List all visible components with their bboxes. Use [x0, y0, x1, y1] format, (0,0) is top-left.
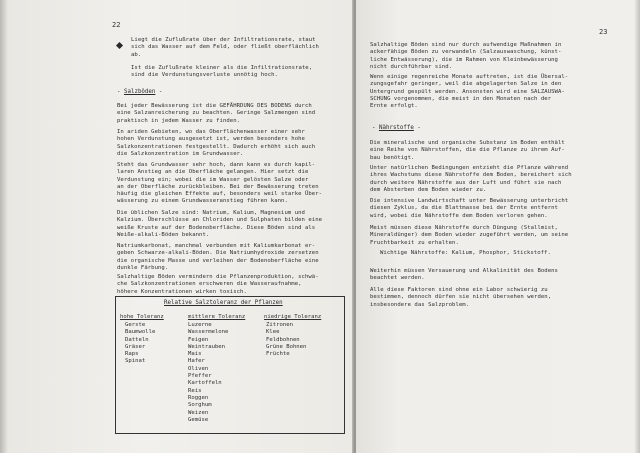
- paragraph-natural-conditions: Unter natürlichen Bedingungen entzieht die Pflanze während ihres Wachstums diese Nährstoffe dem Boden, bereichert sich durch weitere Nährstoffe aus der Luft und führt sie nach dem Absterben dem Boden wieder zu.: [370, 165, 572, 193]
- paragraph-arid-regions: In ariden Gebieten, wo das Oberflächenwasser einer sehr hohen Verdunstung ausgesetzt ist, werden besonders hohe Salzkonzentrationen festgestellt. Dadurch erhöht sich auch die Salzkonzentration im Grundwasser.: [117, 129, 316, 157]
- bullet-diamond-icon: [116, 42, 123, 49]
- paragraph-mineral-substance: Die mineralische und organische Substanz im Boden enthält eine Reihe von Nährstoffen, die die Pflanze zu ihrem Auf- bau benötigt.: [370, 140, 565, 161]
- table-header-mid: mittlere Toleranz: [188, 314, 246, 320]
- page-edge-shadow: [0, 0, 8, 453]
- paragraph-inflow-rate-2: Ist die Zuflußrate kleiner als die Infiltrationsrate, sind die Verdunstungsverluste unnötig hoch.: [131, 65, 313, 79]
- paragraph-fertilization: Meist müssen diese Nährstoffe durch Düngung (Stallmist, Mineraldünger) dem Boden wieder zugeführt werden, um seine Fruchtbarkeit zu erhalten.: [370, 225, 569, 246]
- paragraph-salt-remediation: Salzhaltige Böden sind nur durch aufwendige Maßnahmen in ackerfähige Böden zu verwandeln (Salzauswaschung, künst- liche Entwässerung), die im Rahmen von Kleinbewässerung nicht durchführbar sind.: [370, 42, 562, 70]
- page-number-left: 22: [112, 21, 121, 29]
- table-header-low: niedrige Toleranz: [264, 314, 322, 320]
- table-column-low: Zitronen Klee Feldbohnen Grüne Bohnen Früchte: [266, 322, 307, 358]
- paragraph-common-salts: Die üblichen Salze sind: Natrium, Kalium, Magnesium und Kalzium. Überschlüsse an Chloriden und Sulphaten bilden eine weiße Kruste auf der Bodenoberfläche. Diese Böden sind als Weiße-alkali-Böden bekannt.: [117, 210, 323, 238]
- paragraph-laboratory: Alle diese Faktoren sind ohne ein Labor schwierig zu bestimmen, dennoch dürfen sie nicht übersehen werden, insbesondere das Salzproblem.: [370, 287, 552, 308]
- paragraph-inflow-rate: Liegt die Zuflußrate über der Infiltrationsrate, staut sich das Wasser auf dem Feld, oder fließt oberflächlich ab.: [131, 37, 319, 58]
- page-number-right: 23: [599, 28, 608, 36]
- paragraph-rainy-months: Wenn einige regenreiche Monate auftreten, ist die Übersal- zungsgefahr geringer, weil die abgelagerten Salze in den Untergrund gespült werden. Ansonsten wird eine SALZAUSWA- SCHUNG vorgenommen, die meist in den Monaten nach der Ernte erfolgt.: [370, 74, 569, 110]
- heading-text: Salzböden: [123, 89, 156, 95]
- table-title: Relative Salztoleranz der Pflanzen: [164, 300, 283, 306]
- table-column-mid: Luzerne Wassermelone Feigen Weintrauben Mais Hafer Oliven Pfeffer Kartoffeln Reis Roggen Sorghum Weizen Gemüse: [188, 322, 229, 423]
- paragraph-acidification: Weiterhin müssen Versauerung und Alkalinität des Bodens beachtet werden.: [370, 268, 558, 282]
- table-header-high: hohe Toleranz: [120, 314, 164, 320]
- paragraph-salt-hazard: Bei jeder Bewässerung ist die GEFÄHRDUNG DES BODENS durch eine Salzanreicherung zu beachten. Geringe Salzmengen sind praktisch in jedem Wasser zu finden.: [117, 103, 316, 124]
- paragraph-intensive-agriculture: Die intensive Landwirtschaft unter Bewässerung unterbricht diesen Zyklus, da die Blattmasse bei der Ernte entfernt wird, wobei die Nährstoffe dem Boden verloren gehen.: [370, 198, 569, 219]
- heading-text-naehrstoffe: Nährstoffe: [378, 125, 414, 131]
- paragraph-sodium-carbonate: Natriumkarbonat, manchmal verbunden mit Kaliumkarbonat er- geben Schwarze-alkali-Böden. Die Natriumhydroxide zersetzen die organische Masse und verleihen der Bodenoberfläche eine dunkle Färbung.: [117, 243, 319, 271]
- paragraph-groundwater: Steht das Grundwasser sehr hoch, dann kann es durch kapil- laren Anstieg an die Oberfläche gelangen. Hier setzt die Verdunstung ein; wobei die im Wasser gelösten Salze oder an der Oberfläche zurückbleiben. Bei der Bewässerung treten häufig die gleichen Effekte auf, besonders weil starke Über- wässerung zu einem Grundwasseranstieg führen kann.: [117, 162, 323, 205]
- right-page: [356, 0, 640, 453]
- section-heading-salzboeden: - Salzböden -: [117, 89, 163, 95]
- paragraph-important-nutrients: Wichtige Nährstoffe: Kalium, Phosphor, Stickstoff.: [380, 250, 551, 256]
- table-column-high: Gerste Baumwolle Datteln Gräser Raps Spinat: [125, 322, 156, 365]
- salt-tolerance-table: [115, 296, 345, 434]
- page-edge-shadow-right: [634, 0, 640, 453]
- paragraph-salty-soils: Salzhaltige Böden vermindern die Pflanzenproduktion, schwä- che Salzkonzentrationen erschweren die Wasseraufnahme, höhere Konzentrationen wirken toxisch.: [117, 274, 319, 295]
- section-heading-naehrstoffe: - Nährstoffe -: [372, 125, 421, 131]
